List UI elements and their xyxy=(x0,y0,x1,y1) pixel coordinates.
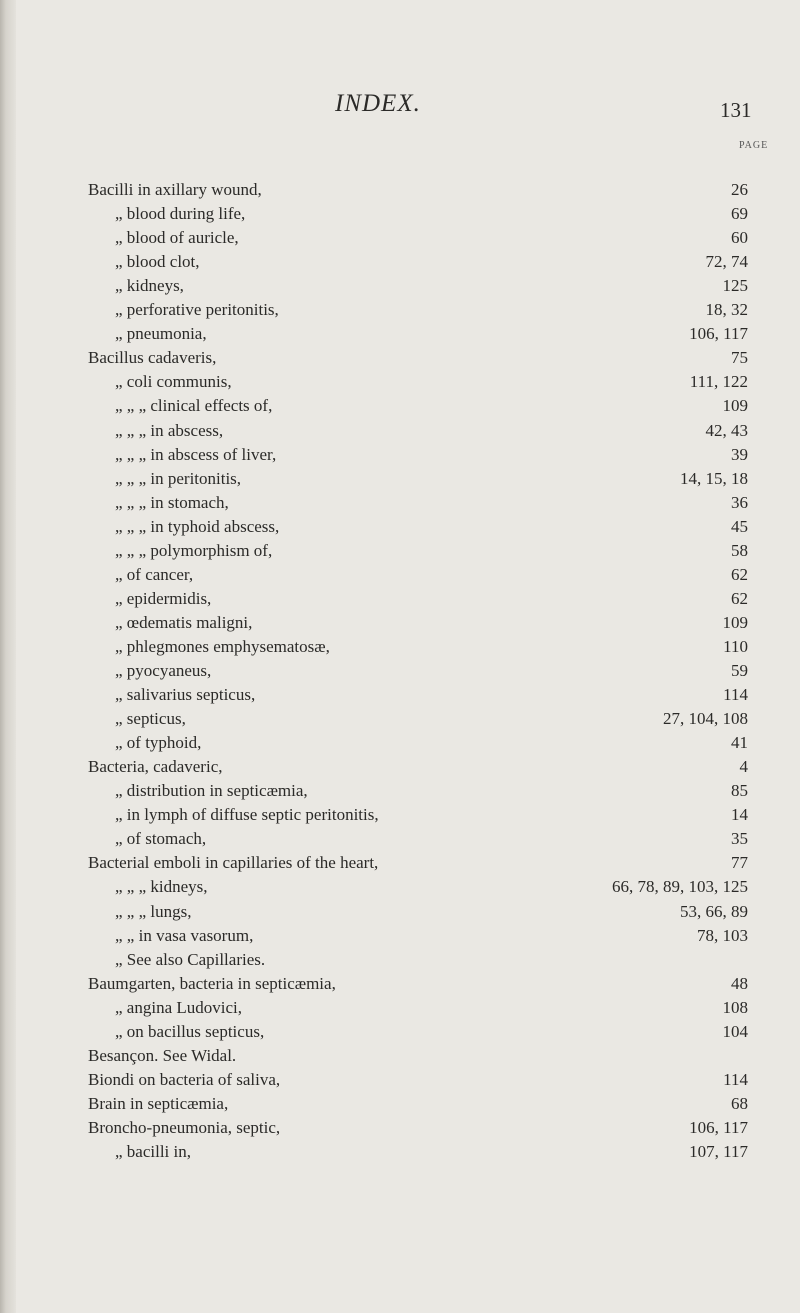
entry-pages: 106, 117 xyxy=(689,1117,748,1137)
entry-pages: 36 xyxy=(731,492,748,512)
entry-label: „ kidneys, xyxy=(115,276,184,296)
entry-label: „ „ „ lungs, xyxy=(115,901,192,921)
entry-label: „ œdematis maligni, xyxy=(115,612,253,632)
entry-label: „ blood of auricle, xyxy=(115,228,239,248)
entry-pages: 69 xyxy=(731,204,748,224)
entry-pages: 72, 74 xyxy=(705,252,748,272)
entry-label: „ distribution in septicæmia, xyxy=(115,781,308,801)
entry-pages: 125 xyxy=(722,276,748,296)
entry-label: „ salivarius septicus, xyxy=(115,685,256,705)
entry-pages: 59 xyxy=(731,661,748,680)
entry-label: Bacterial emboli in capillaries of the heart, xyxy=(88,853,379,873)
entry-pages: 48 xyxy=(731,973,748,993)
entry-label: Broncho-pneumonia, septic, xyxy=(88,1117,281,1137)
entry-pages: 106, 117 xyxy=(689,324,748,344)
entry-pages: 53, 66, 89 xyxy=(680,901,748,921)
index-entry xyxy=(0,995,800,1021)
index-entry xyxy=(0,802,800,828)
entry-label: „ „ „ in stomach, xyxy=(115,492,229,512)
entry-label: „ „ „ in typhoid abscess, xyxy=(115,516,280,536)
entry-pages: 107, 117 xyxy=(689,1142,748,1161)
entry-pages: 26 xyxy=(731,180,748,199)
entry-pages: 18, 32 xyxy=(705,300,748,320)
entry-label: „ angina Ludovici, xyxy=(115,997,242,1017)
entry-label: „ phlegmones emphysematosæ, xyxy=(115,636,330,656)
index-entry xyxy=(0,369,800,395)
entry-label: „ of typhoid, xyxy=(115,733,202,753)
entry-label: Biondi on bacteria of saliva, xyxy=(88,1069,281,1089)
entry-pages: 39 xyxy=(731,444,748,464)
entry-pages: 110 xyxy=(723,636,748,656)
index-entry xyxy=(0,1091,800,1117)
index-entry xyxy=(0,201,800,227)
entry-label: „ „ in vasa vasorum, xyxy=(115,925,254,945)
entry-pages: 45 xyxy=(731,516,748,536)
entry-label: „ „ „ clinical effects of, xyxy=(115,396,273,416)
entry-pages: 66, 78, 89, 103, 125 xyxy=(612,877,748,897)
entry-pages: 75 xyxy=(731,348,748,368)
entry-pages: 58 xyxy=(731,540,748,560)
index-entry xyxy=(0,418,800,444)
entry-label: „ „ „ kidneys, xyxy=(115,877,208,897)
entry-label: „ coli communis, xyxy=(115,372,232,392)
index-entry xyxy=(0,706,800,732)
entry-pages: 85 xyxy=(731,781,748,801)
entry-pages: 68 xyxy=(731,1093,748,1113)
entry-pages: 77 xyxy=(731,853,748,873)
entry-label: „ on bacillus septicus, xyxy=(115,1021,265,1041)
index-entry xyxy=(0,321,800,347)
entry-label: „ septicus, xyxy=(115,709,186,729)
entry-pages: 14, 15, 18 xyxy=(680,468,748,488)
entry-label: Besançon. See Widal. xyxy=(88,1045,237,1065)
index-entry xyxy=(0,634,800,660)
entry-pages: 42, 43 xyxy=(705,420,748,440)
page-number: 131 xyxy=(720,98,752,122)
index-entry xyxy=(0,586,800,612)
index-entry xyxy=(0,971,800,997)
entry-pages: 35 xyxy=(731,829,748,849)
index-entry xyxy=(0,1019,800,1045)
entry-pages: 114 xyxy=(723,685,748,705)
running-head: INDEX. xyxy=(335,90,421,117)
entry-label: „ epidermidis, xyxy=(115,588,212,608)
entry-pages: 62 xyxy=(731,588,748,608)
entry-label: Bacillus cadaveris, xyxy=(88,348,217,368)
index-entry xyxy=(0,466,800,492)
index-entry xyxy=(0,610,800,636)
index-entry xyxy=(0,249,800,275)
entry-pages: 78, 103 xyxy=(697,925,748,945)
entry-pages: 114 xyxy=(723,1069,748,1089)
entry-pages: 14 xyxy=(731,805,748,825)
entry-label: Brain in septicæmia, xyxy=(88,1093,229,1113)
index-entry xyxy=(0,514,800,540)
entry-label: „ of stomach, xyxy=(115,829,207,849)
entry-pages: 41 xyxy=(731,733,748,753)
entry-label: „ „ „ in peritonitis, xyxy=(115,468,242,488)
index-entry xyxy=(0,345,800,371)
index-entry xyxy=(0,899,800,925)
entry-pages: 62 xyxy=(731,564,748,584)
entry-label: „ blood during life, xyxy=(115,204,246,224)
entry-label: Baumgarten, bacteria in septicæmia, xyxy=(88,973,336,993)
index-entry xyxy=(0,538,800,564)
entry-pages: 27, 104, 108 xyxy=(663,709,748,729)
index-entry xyxy=(0,947,800,973)
index-entry xyxy=(0,874,800,900)
index-entry xyxy=(0,658,800,684)
index-entry xyxy=(0,490,800,516)
index-entry xyxy=(0,297,800,323)
index-entry xyxy=(0,1067,800,1093)
index-entry xyxy=(0,442,800,468)
index-entry xyxy=(0,730,800,756)
index-entry xyxy=(0,177,800,203)
entry-label: „ bacilli in, xyxy=(115,1142,192,1161)
entry-label: „ blood clot, xyxy=(115,252,200,272)
entry-pages: 111, 122 xyxy=(689,372,748,392)
entry-label: „ pyocyaneus, xyxy=(115,661,212,680)
entry-label: „ See also Capillaries. xyxy=(115,949,266,969)
index-entry xyxy=(0,393,800,419)
index-entry xyxy=(0,1043,800,1069)
index-entry xyxy=(0,850,800,876)
entry-label: „ „ „ polymorphism of, xyxy=(115,540,273,560)
entry-label: Bacteria, cadaveric, xyxy=(88,757,223,777)
page-column-label: PAGE xyxy=(739,140,769,151)
entry-label: „ of cancer, xyxy=(115,564,194,584)
entry-pages: 60 xyxy=(731,228,748,248)
entry-pages: 108 xyxy=(722,997,748,1017)
index-entry xyxy=(0,562,800,588)
index-entry xyxy=(0,754,800,780)
index-entry xyxy=(0,682,800,708)
entry-pages: 104 xyxy=(722,1021,748,1041)
entry-label: „ perforative peritonitis, xyxy=(115,300,279,320)
entry-label: „ „ „ in abscess of liver, xyxy=(115,444,277,464)
index-entry xyxy=(0,923,800,949)
index-entry xyxy=(0,1139,800,1165)
index-entry xyxy=(0,778,800,804)
index-entry xyxy=(0,1115,800,1141)
index-entry xyxy=(0,826,800,852)
entry-label: „ in lymph of diffuse septic peritonitis, xyxy=(115,805,379,825)
entry-pages: 109 xyxy=(722,396,748,416)
index-entry xyxy=(0,225,800,251)
entry-label: „ „ „ in abscess, xyxy=(115,420,224,440)
entry-pages: 4 xyxy=(739,757,748,777)
entry-label: „ pneumonia, xyxy=(115,324,207,344)
index-entry xyxy=(0,273,800,299)
entry-label: Bacilli in axillary wound, xyxy=(88,180,262,199)
entry-pages: 109 xyxy=(722,612,748,632)
